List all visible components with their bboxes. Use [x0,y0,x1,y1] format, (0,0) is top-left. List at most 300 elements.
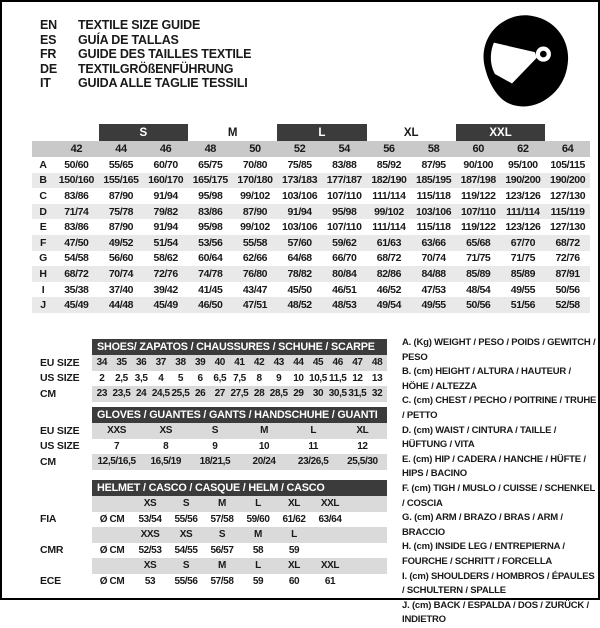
shoes-cell: 30 [308,386,328,402]
measurement-cell: 70/74 [99,266,144,282]
helmet-cell: 55/56 [174,513,198,525]
measurement-cell: 155/165 [99,173,144,189]
gloves-table-title: GLOVES / GUANTES / GANTS / HANDSCHUHE / GUANTI [92,407,387,423]
measurement-cell: 60/64 [198,252,223,265]
helmet-standard-label: CMR [35,543,92,559]
measurement-cell: 91/94 [277,204,322,220]
shoes-size-table [35,339,387,402]
spacer [92,558,132,574]
gloves-row-label: US SIZE [35,439,92,455]
measurement-cell: 72/76 [555,252,580,265]
shoes-cell: 39 [190,355,210,371]
measurement-cell: 85/89 [501,266,546,282]
main-size-table [32,124,590,313]
measurement-cell: 59/62 [322,235,367,251]
measurement-cell: 115/118 [416,189,451,202]
measurement-cell: 190/200 [545,173,590,189]
shoes-cell: 27 [210,386,230,402]
filler [348,496,387,512]
shoes-cell: 30,5 [328,386,348,402]
measurement-row [32,204,590,220]
gloves-cell: 23/26,5 [289,454,338,470]
shoes-cell: 41 [230,355,250,371]
size-band-s: S [99,124,188,141]
size-band-xl: XL [403,126,419,139]
shoes-cell: 24,5 [151,386,171,402]
gloves-row [35,439,387,455]
measurement-cell: 95/98 [198,221,223,234]
helmet-size-header: XXL [312,558,348,574]
helmet-unit-label: Ø CM [99,513,125,525]
measurement-cell: 85/89 [456,266,501,282]
legend-item: B. (cm) HEIGHT / ALTURA / HAUTEUR / HÖHE / ALTEZZA [402,366,571,392]
shoes-row [35,371,387,387]
gloves-title-row [35,407,387,423]
helmet-cell: 59 [252,575,264,587]
measurement-cell: 43/47 [242,283,268,296]
measurement-cell: 48/53 [322,297,367,313]
measurement-cell: 45/50 [287,283,312,296]
shoes-cell: 40 [210,355,230,371]
guide-title: TEXTILGRÖßENFÜHRUNG [78,61,234,76]
language-row [40,76,251,91]
helmet-sizes-row [35,496,387,512]
shoes-cell: 27,5 [230,386,250,402]
shoes-table-title: SHOES/ ZAPATOS / CHAUSSURES / SCHUHE / SCARPE [92,339,387,355]
spacer [35,558,92,574]
helmet-size-header: XS [132,496,168,512]
helmet-size-header: XS [168,527,204,543]
measurement-letter: G [39,252,47,265]
measurement-cell: 61/63 [367,235,412,251]
shoes-cell: 32 [367,386,387,402]
measurement-letter: H [32,266,54,282]
helmet-cell: 52/53 [138,544,162,556]
shoes-cell: 11,5 [329,372,347,384]
shoes-cell: 44 [289,355,309,371]
shoes-cell: 4 [158,372,164,384]
measurement-cell: 46/52 [376,283,402,296]
gloves-row [35,454,387,470]
measurement-row [32,297,590,313]
size-number-row [32,141,590,157]
gloves-cell: 7 [113,440,120,452]
measurement-cell: 91/94 [153,221,178,234]
helmet-standard-label: ECE [35,574,92,590]
legend-item: F. (cm) TIGH / MUSLO / CUISSE / SCHENKEL / COSCIA [402,482,595,509]
measurement-cell: 76/80 [233,266,278,282]
size-column-header: 46 [143,141,188,157]
measurement-cell: 107/110 [326,189,362,202]
measurement-cell: 80/84 [322,266,367,282]
helmet-cell: 63/64 [318,513,342,525]
measurement-cell: 119/122 [460,189,496,202]
legend-item: A. (Kg) WEIGHT / PESO / POIDS / GEWITCH / PESO [402,337,596,363]
measurement-cell: 75/85 [287,158,312,171]
measurement-cell: 45/49 [143,297,188,313]
gloves-cell: 12,5/16,5 [92,454,141,470]
measurement-letter: C [39,189,47,202]
measurement-cell: 50/56 [555,283,580,296]
helmet-values-row [35,512,387,528]
shoes-cell: 46 [328,355,348,371]
shoes-cell: 35 [112,355,132,371]
measurement-cell: 85/92 [376,158,402,171]
shoes-cell: 9 [276,372,282,384]
measurement-letter: J [32,297,54,313]
helmet-size-header: L [240,558,276,574]
gloves-cell: 11 [308,440,319,452]
spacer [35,496,92,512]
measurement-row [32,235,590,251]
gloves-cell: 20/24 [239,454,288,470]
gloves-cell: 16,5/19 [141,454,190,470]
measurement-cell: 115/118 [416,221,451,234]
language-code: DE [40,61,57,76]
gloves-cell: 10 [258,440,270,452]
helmet-cell: 55/56 [174,575,198,587]
helmet-size-table [35,480,387,589]
filler [348,543,387,559]
shoes-cell: 34 [92,355,112,371]
measurement-cell: 56/60 [108,252,134,265]
measurement-cell: 170/180 [233,173,278,189]
measurement-cell: 53/56 [188,235,233,251]
measurement-cell: 39/42 [153,283,178,296]
size-column-header: 58 [411,141,456,157]
title-spacer [35,407,92,423]
measurement-cell: 87/90 [108,189,134,202]
measurement-letter: D [32,204,54,220]
language-row [40,33,251,48]
measurement-cell: 35/38 [64,283,89,296]
measurement-cell: 185/195 [411,173,456,189]
measurement-cell: 99/102 [240,189,270,202]
title-spacer [35,480,92,496]
measurement-cell: 107/110 [326,221,362,234]
filler [348,558,387,574]
shoes-cell: 47 [348,355,368,371]
measurement-cell: 83/88 [332,158,357,171]
measurement-cell: 187/198 [456,173,501,189]
measurement-legend [402,336,599,628]
measurement-cell: 87/90 [108,221,134,234]
gloves-cell: XS [141,423,190,439]
measurement-cell: 87/95 [421,158,446,171]
shoes-cell: 23 [92,386,112,402]
shoes-cell: 36 [131,355,151,371]
measurement-cell: 119/122 [460,221,496,234]
helmet-cell: 53/54 [138,513,162,525]
gloves-size-table [35,407,387,470]
size-band-m: M [227,126,238,139]
helmet-cell: 61/62 [282,513,306,525]
measurement-row [32,157,590,173]
shoes-cell: 3,5 [134,372,148,384]
size-column-header: 50 [233,141,278,157]
measurement-cell: 115/119 [545,204,590,220]
shoes-cell: 26 [190,386,210,402]
measurement-cell: 58/62 [153,252,178,265]
language-title-block [40,18,251,91]
shoes-cell: 10,5 [309,372,327,384]
measurement-letter: A [39,158,47,171]
helmet-values-row [35,574,387,590]
measurement-cell: 173/183 [277,173,322,189]
gloves-row [35,423,387,439]
shoes-row [35,355,387,371]
measurement-cell: 79/82 [143,204,188,220]
shoes-cell: 25,5 [171,386,191,402]
measurement-cell: 67/70 [501,235,546,251]
spacer [35,527,92,543]
helmet-values-row [35,543,387,559]
helmet-size-header [312,527,348,543]
measurement-cell: 52/58 [545,297,590,313]
measurement-cell: 70/80 [242,158,268,171]
gloves-cell: 12 [357,440,368,452]
measurement-cell: 50/56 [456,297,501,313]
measurement-cell: 46/51 [332,283,357,296]
gloves-cell: XL [338,423,387,439]
measurement-cell: 66/70 [332,252,357,265]
size-column-header: 44 [99,141,144,157]
measurement-cell: 41/45 [198,283,223,296]
shoes-cell: 31,5 [348,386,368,402]
helmet-size-header: L [240,496,276,512]
shoes-cell: 28 [249,386,269,402]
measurement-cell: 84/88 [411,266,456,282]
language-code: IT [40,76,51,90]
guide-title: GUIDE DES TAILLES TEXTILE [78,47,252,61]
helmet-cell: 57/58 [210,575,234,587]
shoes-row-label: EU SIZE [35,355,92,371]
measurement-cell: 70/74 [421,252,446,265]
shoes-cell: 29 [289,386,309,402]
size-band-row [32,124,590,141]
measurement-cell: 51/54 [143,235,188,251]
measurement-cell: 44/48 [99,297,144,313]
measurement-cell: 60/70 [153,158,178,171]
helmet-cell: 59 [288,544,300,556]
measurement-cell: 68/72 [376,252,402,265]
measurement-cell: 49/55 [510,283,536,296]
measurement-cell: 62/66 [242,252,268,265]
shoes-cell: 2,5 [115,372,128,384]
helmet-cell: 60 [288,575,300,587]
helmet-size-header: S [204,527,240,543]
helmet-cell: 57/58 [210,513,234,525]
measurement-cell: 74/78 [188,266,233,282]
measurement-cell: 182/190 [367,173,412,189]
helmet-size-header: XL [276,496,312,512]
band-spacer [545,124,590,141]
shoes-cell: 12 [352,372,363,384]
shoes-cell: 7,5 [233,372,246,384]
shoes-row-label: US SIZE [35,371,92,387]
helmet-unit-label: Ø CM [99,544,125,556]
title-spacer [35,339,92,355]
measurement-cell: 95/98 [322,204,367,220]
measurement-cell: 55/65 [108,158,134,171]
measurement-cell: 83/86 [64,189,89,202]
measurement-cell: 83/86 [188,204,233,220]
shoes-title-row [35,339,387,355]
gloves-cell: 25,5/30 [338,454,387,470]
measurement-cell: 47/53 [421,283,446,296]
shoes-cell: 23,5 [112,386,132,402]
shoes-cell: 42 [249,355,269,371]
legend-item: G. (cm) ARM / BRAZO / BRAS / ARM / BRACCIO [402,512,563,538]
helmet-size-header: S [168,558,204,574]
shoes-cell: 48 [367,355,387,371]
measurement-cell: 55/58 [233,235,278,251]
gloves-cell: L [289,423,338,439]
shoes-row [35,386,387,402]
shoes-cell: 24 [131,386,151,402]
measurement-cell: 83/86 [64,221,89,234]
language-code: FR [40,47,57,61]
filler [348,527,387,543]
measurement-cell: 65/75 [198,158,223,171]
measurement-cell: 95/98 [198,189,223,202]
measurement-cell: 90/100 [463,158,494,171]
measurement-cell: 165/175 [188,173,233,189]
corner-spacer [32,141,54,157]
measurement-cell: 127/130 [550,189,586,202]
measurement-cell: 87/90 [233,204,278,220]
legend-item: E. (cm) HIP / CADERA / HANCHE / HÜFTE / HIPS / BACINO [402,453,586,480]
legend-item: C. (cm) CHEST / PECHO / POITRINE / TRUHE / PETTO [402,395,597,421]
helmet-cell: 59/60 [246,513,270,525]
gloves-cell: S [190,423,239,439]
helmet-table-title: HELMET / CASCO / CASQUE / HELM / CASCO [92,480,387,496]
measurement-cell: 45/49 [54,297,99,313]
measurement-cell: 107/110 [456,204,501,220]
size-column-header: 56 [367,141,412,157]
measurement-cell: 111/114 [501,204,546,220]
measurement-cell: 99/102 [240,221,270,234]
measurement-cell: 111/114 [372,221,406,234]
measurement-cell: 103/106 [282,189,318,202]
measurement-letter: B [32,173,54,189]
measurement-letter: F [32,235,54,251]
shoes-cell: 6,5 [213,372,227,384]
helmet-sizes-row [35,527,387,543]
shoes-cell: 38 [171,355,191,371]
measurement-cell: 49/52 [99,235,144,251]
measurement-cell: 190/200 [501,173,546,189]
measurement-cell: 63/66 [411,235,456,251]
helmet-size-header: XL [276,558,312,574]
shoes-cell: 45 [308,355,328,371]
measurement-letter: I [41,283,45,296]
shoes-cell: 43 [269,355,289,371]
shoes-cell: 13 [371,372,383,384]
guide-title: TEXTILE SIZE GUIDE [78,18,201,32]
language-row [40,62,251,77]
spacer [92,527,132,543]
helmet-size-header: M [204,558,240,574]
measurement-cell: 54/58 [64,252,89,265]
shoes-cell: 6 [197,372,203,384]
measurement-cell: 72/76 [143,266,188,282]
helmet-standard-label: FIA [35,512,92,528]
measurement-cell: 71/74 [54,204,99,220]
shoes-cell: 2 [99,372,105,384]
measurement-cell: 177/187 [322,173,367,189]
filler [348,574,387,590]
spacer [92,496,132,512]
measurement-cell: 68/72 [54,266,99,282]
language-row [40,47,251,62]
measurement-cell: 65/68 [456,235,501,251]
measurement-cell: 47/50 [54,235,99,251]
helmet-size-header: XXL [312,496,348,512]
helmet-size-header: S [168,496,204,512]
size-column-header: 60 [456,141,501,157]
helmet-sizes-row [35,558,387,574]
measurement-cell: 51/56 [501,297,546,313]
gloves-row-label: EU SIZE [35,423,92,439]
size-column-header: 42 [54,141,99,157]
helmet-cell: 54/55 [174,544,198,556]
measurement-cell: 82/86 [367,266,412,282]
helmet-cell: 61 [324,575,336,587]
measurement-cell: 57/60 [277,235,322,251]
legend-item: H. (cm) INSIDE LEG / ENTREPIERNA / FOURCHE / SCHRITT / FORCELLA [402,541,565,567]
helmet-cell: 53 [144,575,156,587]
measurement-cell: 50/60 [64,158,89,171]
language-code: ES [40,32,57,47]
measurement-cell: 37/40 [108,283,134,296]
gloves-cell: 8 [163,440,169,452]
measurement-row [32,282,590,298]
language-row [40,18,251,33]
measurement-cell: 71/75 [466,252,491,265]
size-column-header: 54 [322,141,367,157]
helmet-unit-label: Ø CM [99,575,125,587]
legend-item: I. (cm) SHOULDERS / HOMBROS / ÉPAULES / SCHULTERN / SPALLE [402,570,595,597]
measurement-row [32,251,590,267]
measurement-cell: 71/75 [510,252,536,265]
measurement-cell: 150/160 [54,173,99,189]
language-code: EN [40,18,57,32]
gloves-cell: M [239,423,288,439]
measurement-cell: 48/52 [277,297,322,313]
gloves-row-label: CM [35,454,92,470]
measurement-cell: 91/94 [153,189,178,202]
shoes-cell: 8 [256,372,262,384]
size-column-header: 64 [545,141,590,157]
measurement-cell: 64/68 [287,252,312,265]
measurement-cell: 123/126 [505,189,541,202]
measurement-cell: 87/91 [545,266,590,282]
measurement-letter: E [39,221,47,234]
size-band-l: L [277,124,366,141]
helmet-size-header: XXS [132,527,168,543]
shoes-cell: 5 [177,372,184,384]
measurement-cell: 48/54 [466,283,491,296]
measurement-cell: 99/102 [367,204,412,220]
measurement-cell: 68/72 [545,235,590,251]
measurement-cell: 105/115 [550,158,585,171]
gloves-cell: 18/21,5 [190,454,239,470]
measurement-cell: 160/170 [143,173,188,189]
measurement-cell: 49/55 [411,297,456,313]
measurement-cell: 103/106 [282,221,318,234]
measurement-cell: 103/106 [411,204,456,220]
